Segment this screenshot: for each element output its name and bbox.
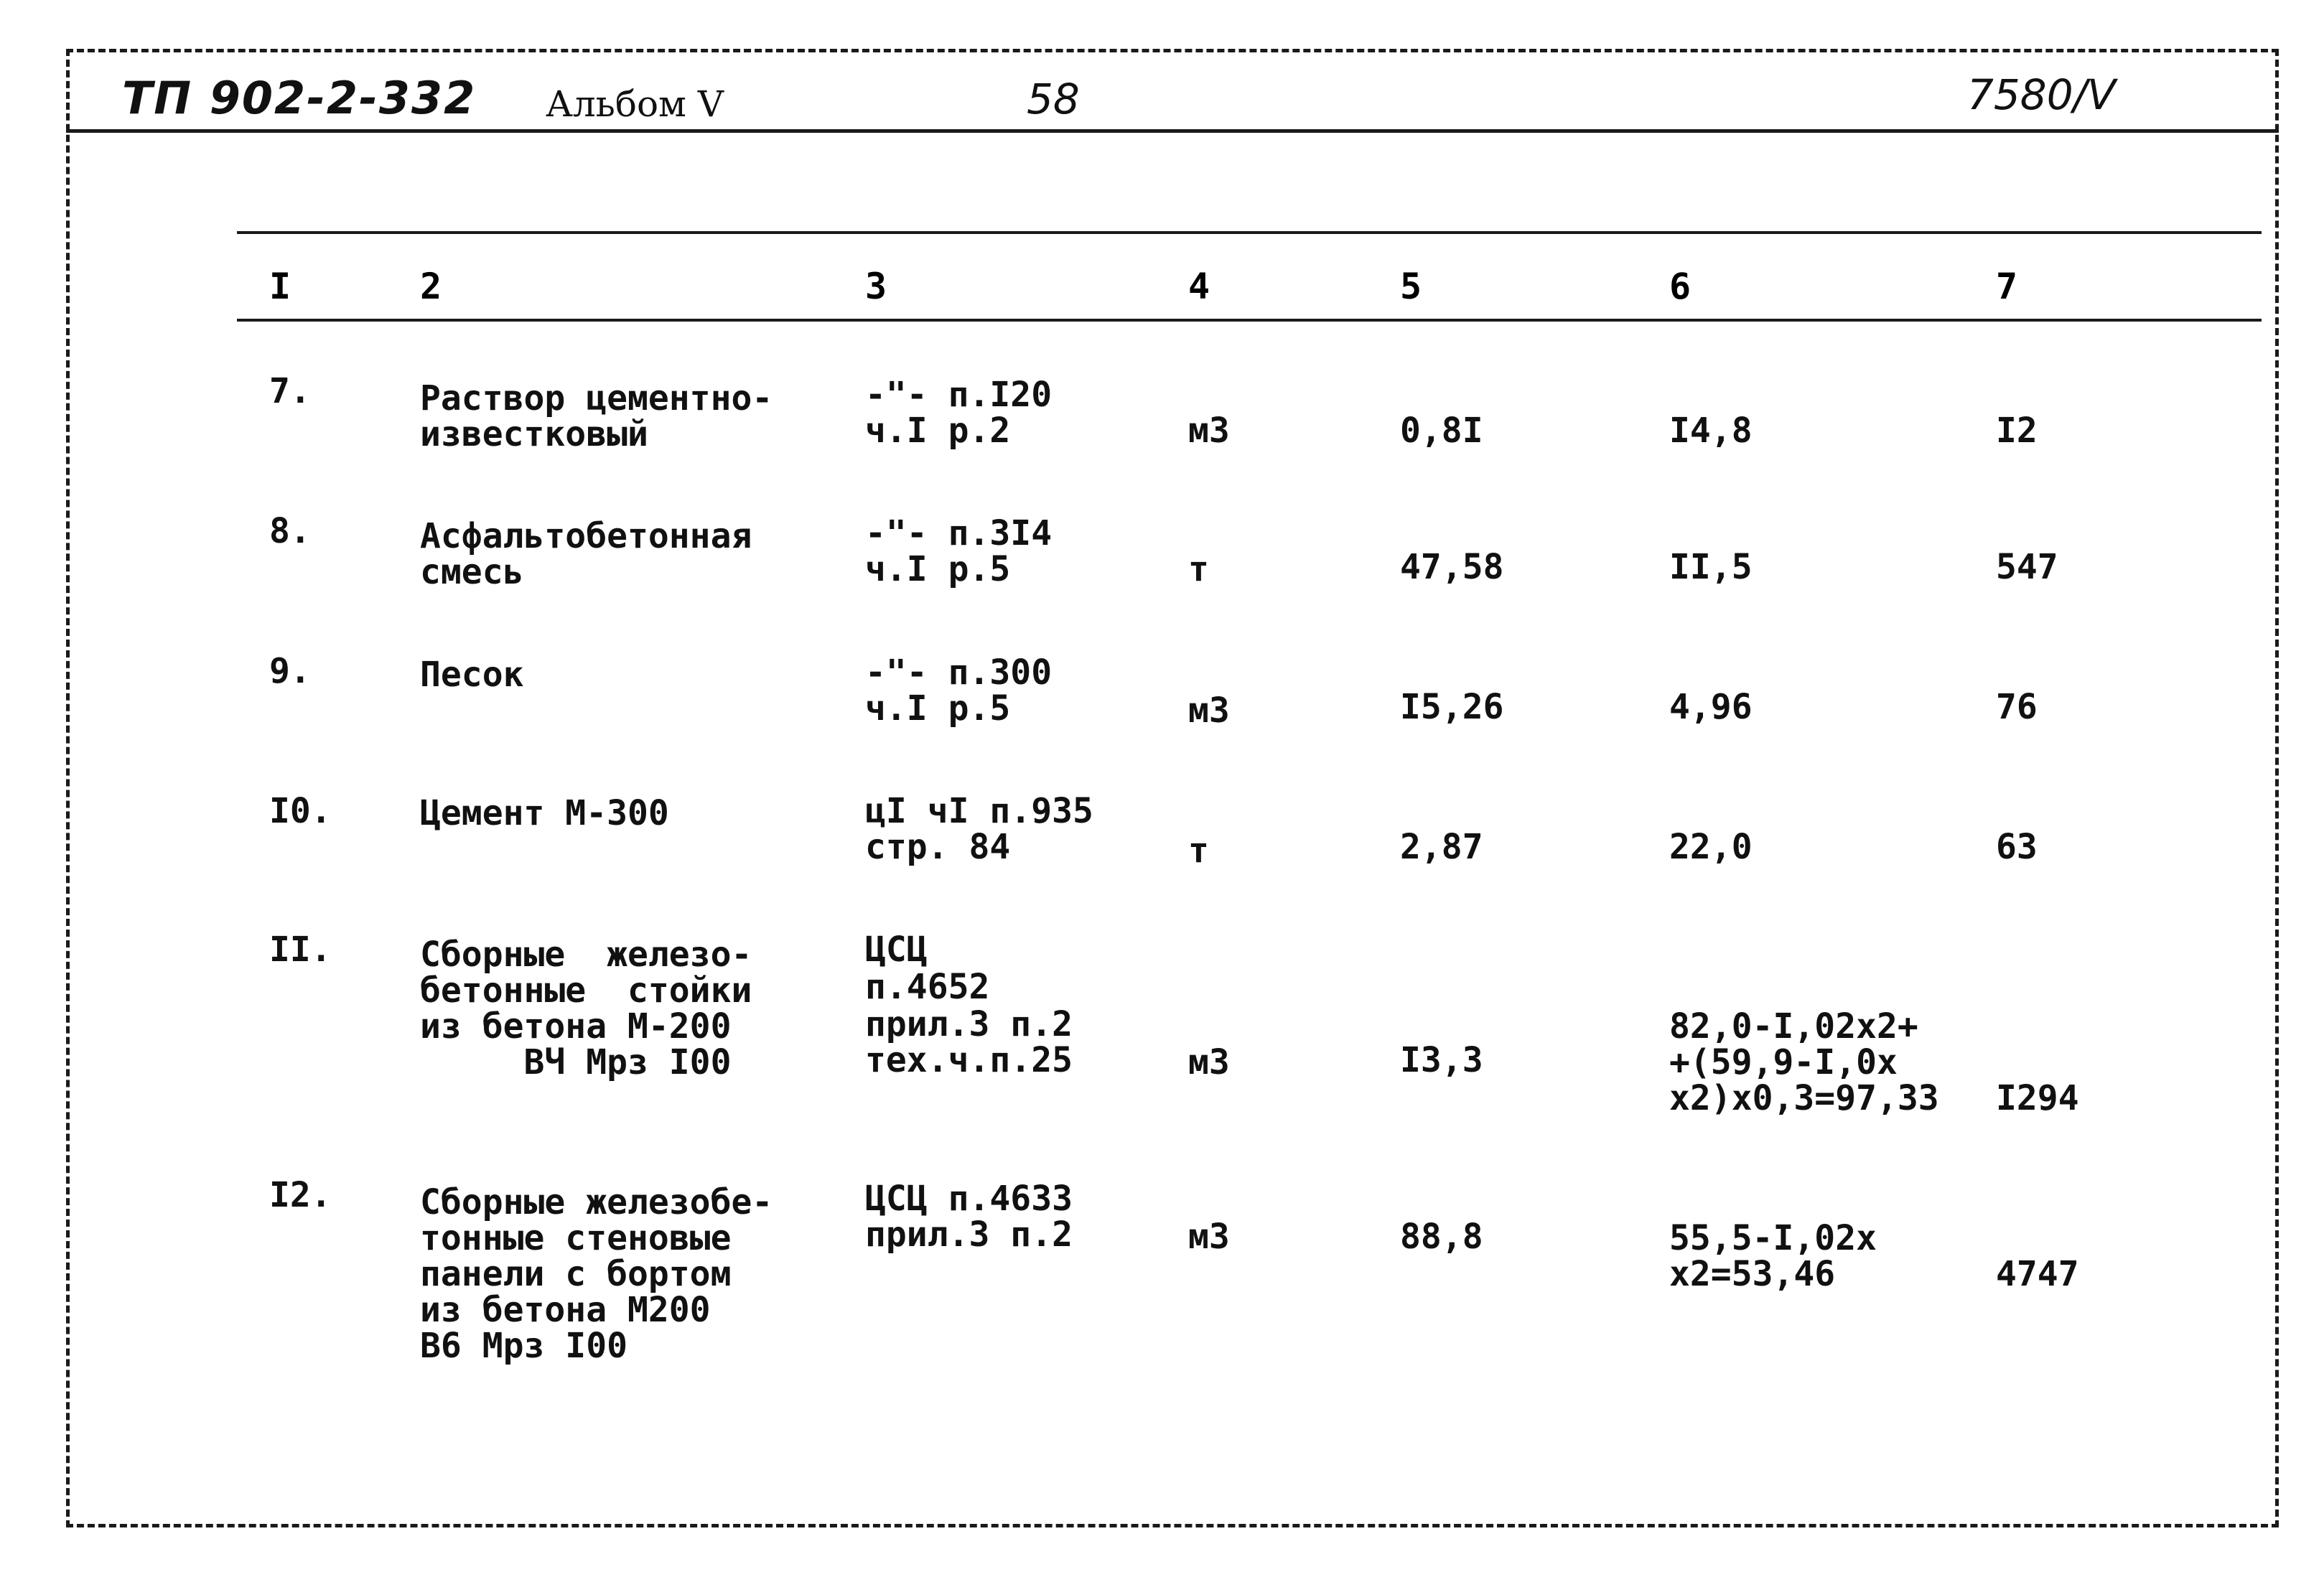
table-header-rule xyxy=(237,319,2262,322)
quantity: I3,3 xyxy=(1400,1040,1483,1080)
reference-line: ч.I р.2 xyxy=(865,411,1011,451)
material-name-line: бетонные стойки xyxy=(420,970,752,1011)
header-rule xyxy=(66,129,2279,133)
reference-line: -"- п.300 xyxy=(865,652,1053,693)
material-name-line: Цемент М-300 xyxy=(420,793,669,833)
material-name-line: Песок xyxy=(420,655,524,695)
column-header-7: 7 xyxy=(1996,266,2018,307)
unit: м3 xyxy=(1188,1042,1230,1082)
reference-line: прил.3 п.2 xyxy=(865,1215,1073,1255)
column-header-2: 2 xyxy=(420,266,442,307)
total-cost: I2 xyxy=(1996,411,2038,451)
inventory-number: 7580/V xyxy=(1967,70,2116,119)
material-name-line: панели с бортом xyxy=(420,1254,732,1294)
material-name-line: тонные стеновые xyxy=(420,1218,732,1258)
reference-line: ЦСЦ п.4633 xyxy=(865,1179,1073,1219)
unit: м3 xyxy=(1188,1217,1230,1257)
unit-price: II,5 xyxy=(1669,547,1753,587)
quantity: 0,8I xyxy=(1400,411,1483,451)
column-header-3: 3 xyxy=(865,266,887,307)
material-name-line: из бетона М200 xyxy=(420,1290,711,1330)
row-number: I0. xyxy=(269,791,332,831)
sheet-frame xyxy=(66,49,2279,1527)
unit-price: 4,96 xyxy=(1669,687,1753,727)
column-header-5: 5 xyxy=(1400,266,1422,307)
unit-price-line: х2)х0,3=97,33 xyxy=(1669,1078,1939,1118)
unit-price: I4,8 xyxy=(1669,411,1753,451)
reference-line: стр. 84 xyxy=(865,827,1011,867)
reference-line: ч.I р.5 xyxy=(865,688,1011,729)
project-code: ТП 902-2-332 xyxy=(122,72,477,124)
unit: т xyxy=(1188,830,1209,871)
total-cost: 76 xyxy=(1996,687,2038,727)
row-number: I2. xyxy=(269,1175,332,1215)
material-name-line: В6 Мрз I00 xyxy=(420,1326,627,1366)
reference-line: ч.I р.5 xyxy=(865,549,1011,589)
reference-line: -"- п.I20 xyxy=(865,375,1053,415)
reference-line: -"- п.3I4 xyxy=(865,513,1053,553)
unit: м3 xyxy=(1188,691,1230,731)
unit-price-line: +(59,9-I,0х xyxy=(1669,1042,1898,1082)
column-header-1: I xyxy=(269,266,291,307)
page-number: 58 xyxy=(1027,75,1080,123)
material-name-line: Раствор цементно- xyxy=(420,378,773,418)
album-label: Альбом V xyxy=(546,83,724,125)
total-cost: 63 xyxy=(1996,827,2038,867)
reference-line: цI чI п.935 xyxy=(865,791,1093,831)
column-header-4: 4 xyxy=(1188,266,1210,307)
material-name-line: Асфальтобетонная xyxy=(420,516,752,556)
unit: т xyxy=(1188,549,1209,589)
material-name-line: Сборные железобе- xyxy=(420,1182,773,1222)
reference-line: прил.3 п.2 xyxy=(865,1004,1073,1044)
reference-line: тех.ч.п.25 xyxy=(865,1040,1073,1080)
table-top-rule xyxy=(237,231,2262,234)
quantity: I5,26 xyxy=(1400,687,1504,727)
row-number: 9. xyxy=(269,651,311,691)
material-name-line: из бетона М-200 xyxy=(420,1006,732,1047)
reference-line: п.4652 xyxy=(865,967,990,1007)
row-number: 7. xyxy=(269,371,311,411)
unit-price-line: 82,0-I,02х2+ xyxy=(1669,1006,1918,1047)
unit-price-line: 55,5-I,02х xyxy=(1669,1218,1877,1258)
row-number: II. xyxy=(269,930,332,970)
total-cost: 4747 xyxy=(1996,1254,2079,1294)
quantity: 88,8 xyxy=(1400,1217,1483,1257)
unit-price-line: х2=53,46 xyxy=(1669,1254,1836,1294)
row-number: 8. xyxy=(269,511,311,551)
unit: м3 xyxy=(1188,411,1230,451)
quantity: 47,58 xyxy=(1400,547,1504,587)
material-name-line: ВЧ Мрз I00 xyxy=(420,1042,732,1082)
material-name-line: Сборные железо- xyxy=(420,935,752,975)
reference-line: ЦСЦ xyxy=(865,930,928,970)
column-header-6: 6 xyxy=(1669,266,1691,307)
total-cost: I294 xyxy=(1996,1078,2079,1118)
quantity: 2,87 xyxy=(1400,827,1483,867)
material-name-line: смесь xyxy=(420,552,524,592)
unit-price: 22,0 xyxy=(1669,827,1753,867)
material-name-line: известковый xyxy=(420,414,648,454)
total-cost: 547 xyxy=(1996,547,2058,587)
